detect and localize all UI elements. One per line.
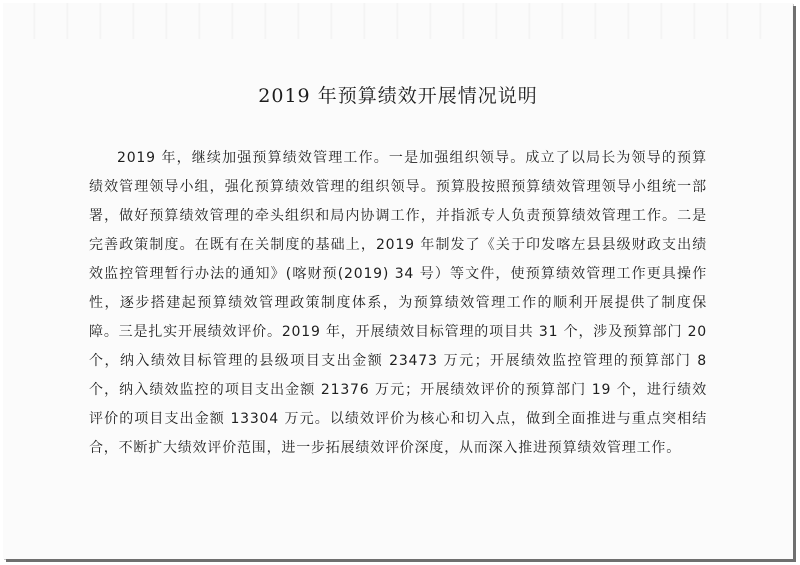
scan-artifact xyxy=(3,3,793,39)
document-title: 2019 年预算绩效开展情况说明 xyxy=(258,85,538,107)
document-paragraph: 2019 年，继续加强预算绩效管理工作。一是加强组织领导。成立了以局长为领导的预算绩效管理领导小组，强化预算绩效管理的组织领导。预算股按照预算绩效管理领导小组统一部署，做好预算绩效管理的牵头组织和局内协调工作，并指派专人负责预算绩效管理工作。二是完善政策制度。在既有在关制度的基础上，2019 年制发了《关于印发喀左县县级财政支出绩效监控管理暂行办法的通知》(喀财预(2019) 34 号）等文件，使预算绩效管理工作更具操作性，逐步搭建起预算绩效管理政策制度体系，为预算绩效管理工作的顺利开展提供了制度保障。三是扎实开展绩效评价。2019 年，开展绩效目标管理的项目共 31 个，涉及预算部门 20 个，纳入绩效目标管理的县级项目支出金额 23473 万元；开展绩效监控管理的预算部门 8 个，纳入绩效监控的项目支出金额 21376 万元；开展绩效评价的预算部门 19 个，进行绩效评价的项目支出金额 13304 万元。以绩效评价为核心和切入点，做到全面推进与重点突相结合，不断扩大绩效评价范围，进一步拓展绩效评价深度，从而深入推进预算绩效管理工作。 xyxy=(89,150,707,456)
document-page xyxy=(3,3,793,559)
